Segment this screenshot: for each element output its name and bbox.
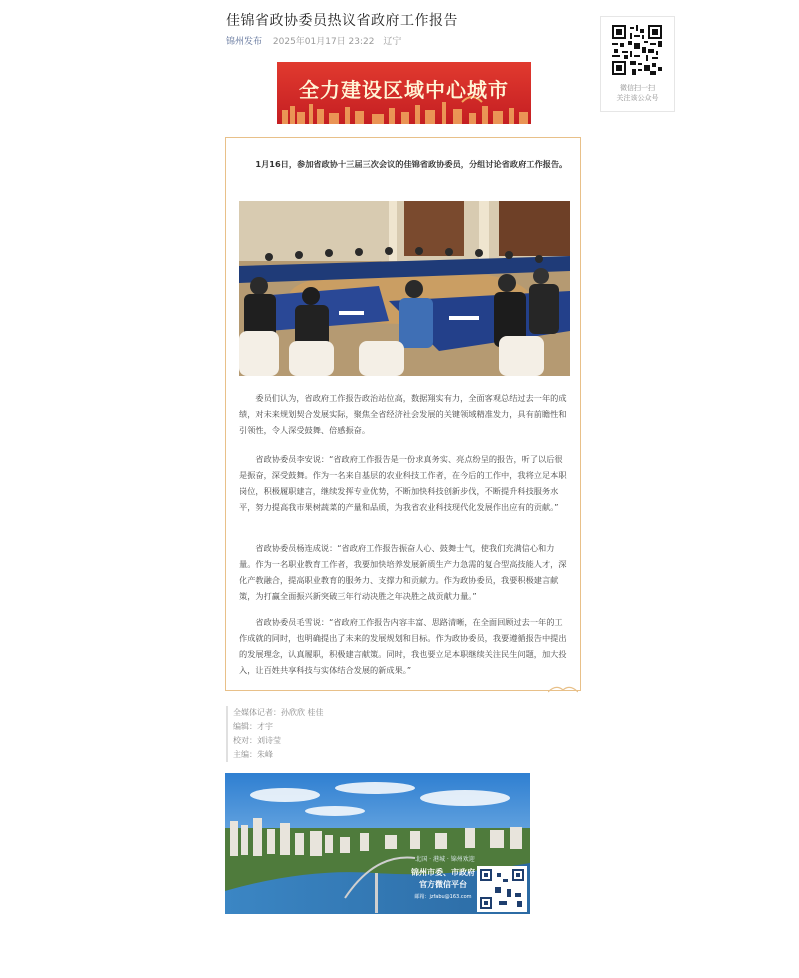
city-slogan: 北国 · 港城 · 锦州欢迎 — [415, 856, 475, 863]
location-label: 辽宁 — [383, 37, 402, 47]
platform-line-2: 官方微信平台 — [419, 880, 467, 889]
credit-reporter: 全媒体记者：孙欣欣 桂佳 — [233, 708, 324, 717]
banner-text: 全力建设区域中心城市 — [299, 78, 509, 102]
paragraph-3: 省政协委员杨连成说：“省政府工作报告振奋人心、鼓舞士气，使我们充满信心和力量。作为一名职业教育工作者，我要加快培养发展新质生产力急需的复合型高技能人才，深化产教融合，提高职业教育的服务力、支撑力和贡献力。作为政协委员，我要积极建言献策，为打赢全面振兴新突破三年行动决胜之年决胜之战贡献力量。” — [239, 543, 567, 601]
qr-code-icon — [612, 25, 662, 75]
corner-ornament — [548, 684, 578, 694]
paragraph-2: 省政协委员李安说：“省政府工作报告是一份求真务实、亮点纷呈的报告，听了以后很是振奋，深受鼓舞。作为一名来自基层的农业科技工作者，在今后的工作中，我将立足本职岗位，积极履职建言，继续发挥专业优势，不断加快科技创新步伐，不断提升科技服务水平，努力提高我市果树蔬菜的产量和品质，为我省农业科技现代化发展作出应有的贡献。” — [239, 454, 567, 512]
platform-email: 邮箱：jzfabu@163.com — [414, 894, 472, 900]
banner-image — [277, 62, 531, 124]
paragraph-4: 省政协委员毛雪说：“省政府工作报告内容丰富、思路清晰，在全面回顾过去一年的工作成就的同时，也明确提出了未来的发展规划和目标。作为政协委员，我要遵循报告中提出的发展理念，认真履职，积极建言献策。同时，我也要立足本职继续关注民生问题，加大投入，让百姓共享科技与实体结合发展的新成果。” — [239, 617, 567, 675]
qr-caption-line1: 微信扫一扫 — [620, 84, 655, 92]
platform-line-1: 锦州市委、市政府 — [411, 868, 475, 877]
source-link[interactable]: 锦州发布 — [226, 37, 263, 47]
article-meta — [226, 34, 401, 47]
credit-proofreader: 校对：刘诗莹 — [233, 736, 281, 745]
credit-editor: 编辑：才宇 — [233, 722, 273, 731]
meeting-photo — [239, 201, 570, 376]
credit-chief-editor: 主编：朱峰 — [233, 750, 273, 759]
publish-datetime: 2025年01月17日 23:22 — [272, 37, 375, 47]
article-title: 佳锦省政协委员热议省政府工作报告 — [226, 13, 458, 29]
credits-block — [226, 706, 324, 762]
city-footer-image[interactable] — [225, 773, 530, 914]
qr-caption-line2: 关注该公众号 — [616, 94, 659, 102]
follow-qr-card[interactable] — [600, 16, 675, 112]
article-body — [225, 137, 581, 691]
paragraph-1: 委员们认为，省政府工作报告政治站位高，数据翔实有力，全面客观总结过去一年的成绩，对未来规划契合发展实际，聚焦全省经济社会发展的关键领域精准发力，具有前瞻性和引领性，令人深受鼓舞、倍感振奋。 — [239, 393, 567, 435]
lead-paragraph: 1月16日，参加省政协十三届三次会议的佳锦省政协委员，分组讨论省政府工作报告。 — [255, 159, 568, 169]
